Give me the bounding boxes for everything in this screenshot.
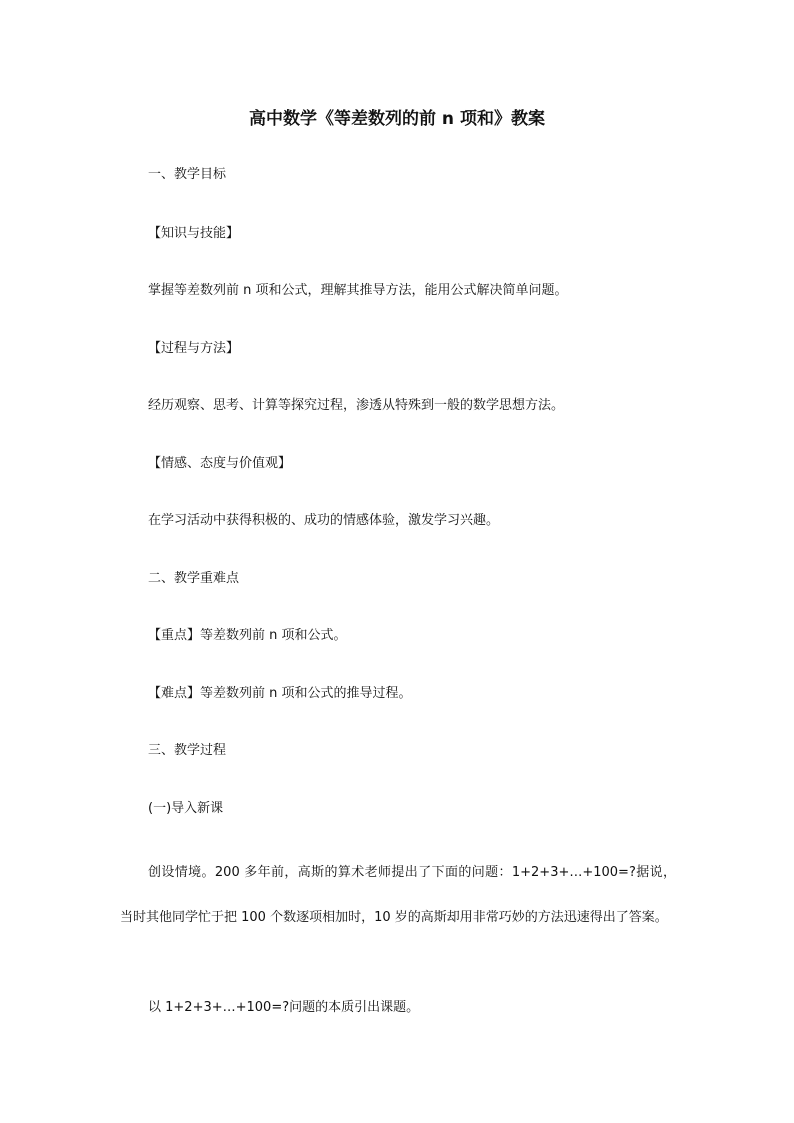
topic-intro-line: 以 1+2+3+…+100=?问题的本质引出课题。: [148, 1000, 420, 1015]
section-heading-objectives: 一、教学目标: [148, 167, 227, 182]
text-process-method: 经历观察、思考、计算等探究过程，渗透从特殊到一般的数学思想方法。: [148, 398, 565, 413]
section-heading-process: 三、教学过程: [148, 743, 227, 758]
document-title: 高中数学《等差数列的前 n 项和》教案: [249, 109, 545, 129]
section-heading-key-difficult: 二、教学重难点: [148, 571, 240, 586]
label-process-method: 【过程与方法】: [148, 341, 240, 356]
text-knowledge-skills: 掌握等差数列前 n 项和公式，理解其推导方法，能用公式解决简单问题。: [148, 283, 568, 298]
intro-paragraph: 创设情境。200 多年前，高斯的算术老师提出了下面的问题：1+2+3+…+100=?据说，当时其他同学忙于把 100 个数逐项相加时，10 岁的高斯却用非常巧妙的方法迅速得出了答案。: [120, 865, 676, 925]
key-point-text: 【重点】等差数列前 n 项和公式。: [148, 628, 347, 643]
text-emotion-values: 在学习活动中获得积极的、成功的情感体验，激发学习兴趣。: [148, 513, 500, 528]
subsection-heading-intro: (一)导入新课: [148, 801, 224, 816]
label-emotion-values: 【情感、态度与价值观】: [148, 456, 292, 471]
label-knowledge-skills: 【知识与技能】: [148, 226, 240, 241]
difficult-point-text: 【难点】等差数列前 n 项和公式的推导过程。: [148, 686, 412, 701]
